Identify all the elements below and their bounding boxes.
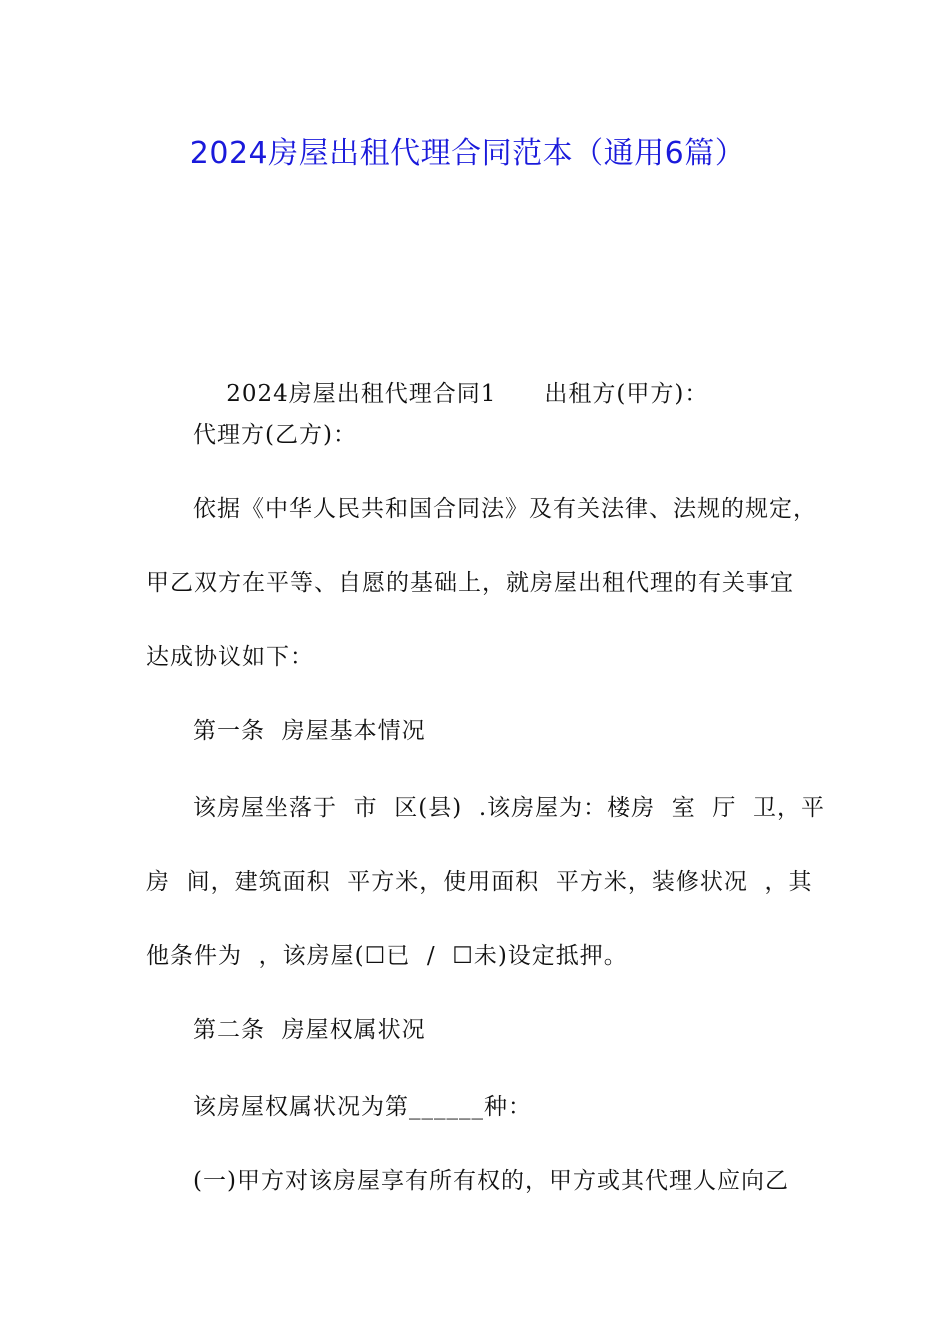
paragraph-line: 房 间，建筑面积 平方米，使用面积 平方米，装修状况 ，其 <box>146 869 813 895</box>
paragraph-line: 该房屋坐落于 市 区(县) .该房屋为：楼房 室 厅 卫，平 <box>193 795 825 821</box>
contract-heading: 2024房屋出租代理合同1 <box>226 381 497 407</box>
paragraph-line: 甲乙双方在平等、自愿的基础上，就房屋出租代理的有关事宜 <box>146 570 794 596</box>
article-heading: 第二条 房屋权属状况 <box>193 1017 426 1043</box>
paragraph-line: (一)甲方对该房屋享有所有权的，甲方或其代理人应向乙 <box>193 1168 789 1194</box>
agent-label: 代理方(乙方)： <box>193 422 357 448</box>
paragraph-line: 该房屋权属状况为第______种： <box>193 1094 532 1120</box>
article-heading: 第一条 房屋基本情况 <box>193 718 426 744</box>
paragraph-line: 达成协议如下： <box>146 644 314 670</box>
paragraph-line: 依据《中华人民共和国合同法》及有关法律、法规的规定， <box>193 496 817 522</box>
lessor-label: 出租方(甲方)： <box>544 381 709 407</box>
document-title: 2024房屋出租代理合同范本（通用6篇） <box>189 136 746 171</box>
paragraph-line: 他条件为 ，该房屋(☐已 / ☐未)设定抵押。 <box>146 943 628 969</box>
